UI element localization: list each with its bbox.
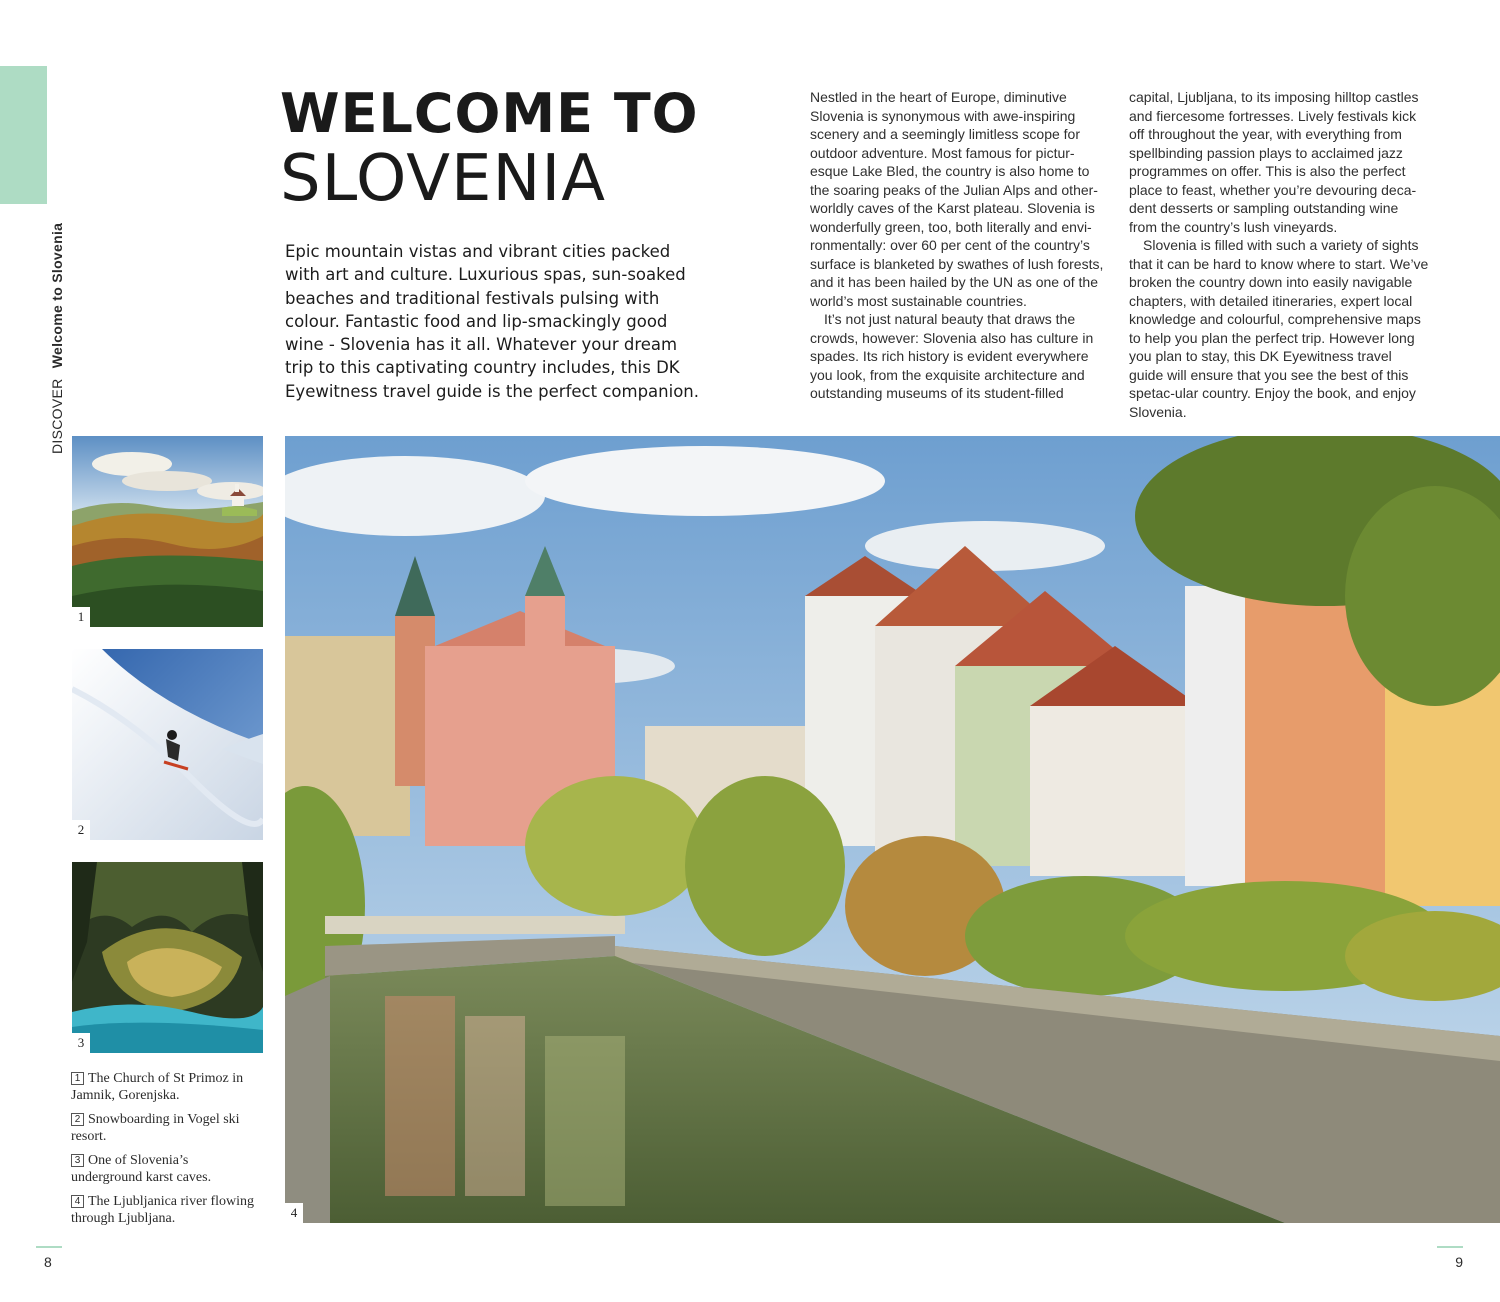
section-running-head [49, 223, 65, 454]
caption-item [71, 1193, 261, 1227]
caption-text: Snowboarding in Vogel ski resort. [71, 1112, 240, 1144]
caption-number: 1 [71, 1072, 84, 1085]
page-number-right [1437, 1246, 1463, 1270]
caption-text: The Ljubljanica river flowing through Ljubljana. [71, 1194, 254, 1226]
title-line-1: WELCOME TO [280, 82, 699, 145]
photo-number: 4 [285, 1203, 303, 1223]
page-number-text: 8 [44, 1254, 52, 1270]
caption-text: One of Slovenia’s underground karst caves. [71, 1153, 212, 1185]
caption-item [71, 1070, 261, 1104]
caption-number: 3 [71, 1154, 84, 1167]
page-number-left [36, 1246, 62, 1270]
body-paragraph: Slovenia is filled with such a variety of sights that it can be hard to know where to start. We’ve broken the country down into easily navigable chapters, with detailed itineraries, expert local knowledge and colourful, comprehensive maps to help you plan the perfect trip. However long you plan to stay, this DK Eyewitness travel guide will ensure that you see the best of this spetac-ular country. Enjoy the book, and enjoy Slovenia. [1129, 237, 1429, 420]
section-color-tab [0, 66, 47, 204]
page-number-text: 9 [1455, 1254, 1463, 1270]
photo-number: 3 [72, 1033, 90, 1053]
photo-number: 2 [72, 820, 90, 840]
body-paragraph: Nestled in the heart of Europe, diminutive Slovenia is synonymous with awe-inspiring scenery and a seemingly limitless scope for outdoor adventure. Most famous for pictur-esque Lake Bled, the country is also home to the soaring peaks of the Julian Alps and other-worldly caves of the Karst plateau. Slovenia is wonderfully green, too, both literally and envi-ronmentally: over 60 per cent of the country’s surface is blanketed by swathes of lush forests, and it has been hailed by the UN as one of the world’s most sustainable countries. [810, 89, 1104, 309]
caption-item [71, 1152, 261, 1186]
photo-karst-cave [72, 862, 263, 1053]
intro-paragraph: Epic mountain vistas and vibrant cities packed with art and culture. Luxurious spas, sun-soaked beaches and traditional festivals pulsing with colour. Fantastic food and lip-smackingly good wine - Slovenia has it all. Whatever your dream trip to this captivating country includes, this DK Eyewitness travel guide is the perfect companion. [285, 242, 699, 401]
photo-number: 1 [72, 607, 90, 627]
photo-hilltop-church [72, 436, 263, 627]
chapter-label: Welcome to Slovenia [49, 222, 65, 369]
photo-snowboarder [72, 649, 263, 840]
body-column-2 [1129, 88, 1429, 421]
caption-number: 4 [71, 1195, 84, 1208]
body-column-1 [810, 88, 1110, 403]
body-paragraph: capital, Ljubljana, to its imposing hilltop castles and fiercesome fortresses. Lively festivals kick off throughout the year, with everything from spellbinding passion plays to acclaimed jazz programmes on offer. This is also the perfect place to feast, whether you’re devouring deca-dent desserts or sampling outstanding wine from the country’s lush vineyards. [1129, 89, 1419, 235]
page-title [280, 84, 699, 214]
section-label: DISCOVER [49, 378, 65, 454]
page-number-rule [1437, 1246, 1463, 1248]
photo-captions [71, 1070, 261, 1234]
title-line-2: SLOVENIA [280, 142, 606, 216]
caption-number: 2 [71, 1113, 84, 1126]
photo-ljubljanica-river [285, 436, 1500, 1223]
page-number-rule [36, 1246, 62, 1248]
caption-text: The Church of St Primoz in Jamnik, Gorenjska. [71, 1071, 244, 1103]
body-paragraph: It’s not just natural beauty that draws the crowds, however: Slovenia also has culture in spades. Its rich history is evident everywhere you look, from the exquisite architecture and outstanding museums of its student-filled [810, 311, 1094, 401]
caption-item [71, 1111, 261, 1145]
